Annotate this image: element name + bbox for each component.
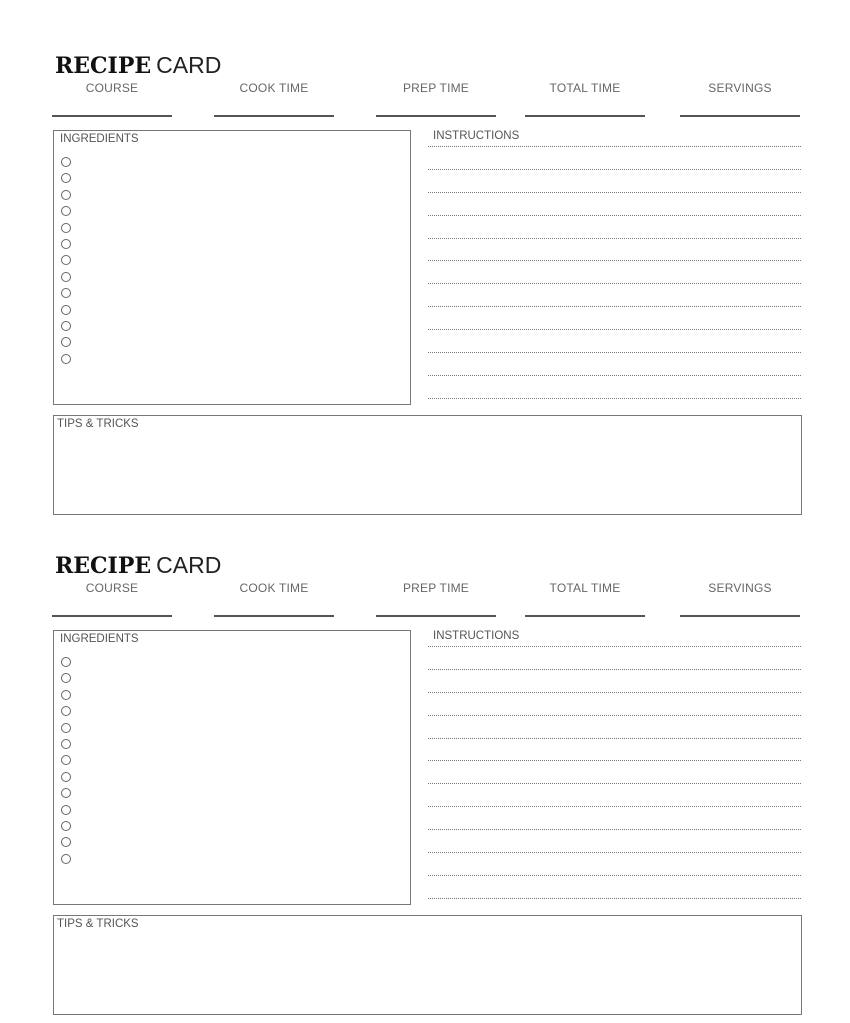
- ingredient-checkbox[interactable]: [61, 288, 71, 298]
- ingredient-checkbox[interactable]: [61, 190, 71, 200]
- tips-box[interactable]: [53, 915, 802, 1015]
- ingredient-checkbox[interactable]: [61, 821, 71, 831]
- servings-label: SERVINGS: [708, 81, 772, 95]
- instruction-line[interactable]: [428, 830, 801, 853]
- ingredient-checkbox[interactable]: [61, 723, 71, 733]
- recipe-card-1: [0, 0, 850, 500]
- total-time-label: TOTAL TIME: [549, 581, 621, 595]
- ingredient-checkbox[interactable]: [61, 706, 71, 716]
- course-label: COURSE: [85, 581, 139, 595]
- ingredient-checkbox[interactable]: [61, 657, 71, 667]
- card-title: [55, 50, 221, 80]
- instruction-line[interactable]: [428, 307, 801, 330]
- instruction-line[interactable]: [428, 876, 801, 899]
- instruction-line[interactable]: [428, 376, 801, 399]
- card-title-light: CARD: [156, 52, 222, 78]
- instructions-label: INSTRUCTIONS: [433, 630, 520, 642]
- instruction-line[interactable]: [428, 784, 801, 807]
- ingredient-checkbox[interactable]: [61, 354, 71, 364]
- ingredient-checkbox[interactable]: [61, 673, 71, 683]
- recipe-card-2: [0, 500, 850, 1000]
- instruction-line[interactable]: [428, 239, 801, 262]
- instruction-line[interactable]: [428, 216, 801, 239]
- instructions-lines: [428, 646, 801, 899]
- ingredient-checkbox[interactable]: [61, 805, 71, 815]
- card-title-bold: RECIPE: [55, 553, 152, 579]
- ingredient-checkbox[interactable]: [61, 854, 71, 864]
- cook-time-label: COOK TIME: [239, 581, 309, 595]
- instruction-line[interactable]: [428, 353, 801, 376]
- servings-field[interactable]: [680, 81, 800, 117]
- instructions-lines: [428, 146, 801, 399]
- card-title: [55, 550, 221, 580]
- instructions-label: INSTRUCTIONS: [433, 130, 520, 142]
- total-time-field[interactable]: [525, 81, 645, 117]
- ingredients-label: INGREDIENTS: [60, 133, 139, 145]
- instruction-line[interactable]: [428, 853, 801, 876]
- cook-time-field[interactable]: [214, 81, 334, 117]
- ingredient-checkbox[interactable]: [61, 837, 71, 847]
- ingredient-checkbox[interactable]: [61, 157, 71, 167]
- ingredient-checkbox[interactable]: [61, 223, 71, 233]
- instruction-line[interactable]: [428, 761, 801, 784]
- course-field[interactable]: [52, 581, 172, 617]
- ingredient-checkbox[interactable]: [61, 788, 71, 798]
- instruction-line[interactable]: [428, 193, 801, 216]
- servings-field[interactable]: [680, 581, 800, 617]
- total-time-label: TOTAL TIME: [549, 81, 621, 95]
- instruction-line[interactable]: [428, 647, 801, 670]
- ingredient-checkbox[interactable]: [61, 321, 71, 331]
- ingredient-checkbox[interactable]: [61, 690, 71, 700]
- ingredient-checkbox[interactable]: [61, 739, 71, 749]
- course-field[interactable]: [52, 81, 172, 117]
- card-title-bold: RECIPE: [55, 53, 152, 79]
- servings-label: SERVINGS: [708, 581, 772, 595]
- ingredient-checkbox[interactable]: [61, 337, 71, 347]
- course-label: COURSE: [85, 81, 139, 95]
- ingredient-checkbox[interactable]: [61, 772, 71, 782]
- ingredient-checkbox[interactable]: [61, 272, 71, 282]
- ingredient-checkbox[interactable]: [61, 305, 71, 315]
- prep-time-field[interactable]: [376, 81, 496, 117]
- ingredients-label: INGREDIENTS: [60, 633, 139, 645]
- ingredients-box: [53, 130, 411, 405]
- total-time-field[interactable]: [525, 581, 645, 617]
- instruction-line[interactable]: [428, 170, 801, 193]
- cook-time-label: COOK TIME: [239, 81, 309, 95]
- instruction-line[interactable]: [428, 147, 801, 170]
- instruction-line[interactable]: [428, 261, 801, 284]
- prep-time-label: PREP TIME: [402, 81, 470, 95]
- tips-label: TIPS & TRICKS: [57, 918, 139, 930]
- ingredient-checkbox[interactable]: [61, 239, 71, 249]
- ingredients-checklist: [61, 157, 71, 370]
- instruction-line[interactable]: [428, 807, 801, 830]
- prep-time-field[interactable]: [376, 581, 496, 617]
- prep-time-label: PREP TIME: [402, 581, 470, 595]
- instruction-line[interactable]: [428, 693, 801, 716]
- ingredient-checkbox[interactable]: [61, 206, 71, 216]
- ingredients-box: [53, 630, 411, 905]
- instruction-line[interactable]: [428, 330, 801, 353]
- tips-label: TIPS & TRICKS: [57, 418, 139, 430]
- instruction-line[interactable]: [428, 739, 801, 762]
- cook-time-field[interactable]: [214, 581, 334, 617]
- instruction-line[interactable]: [428, 670, 801, 693]
- ingredient-checkbox[interactable]: [61, 173, 71, 183]
- ingredient-checkbox[interactable]: [61, 755, 71, 765]
- card-title-light: CARD: [156, 552, 222, 578]
- ingredients-checklist: [61, 657, 71, 870]
- instruction-line[interactable]: [428, 284, 801, 307]
- instruction-line[interactable]: [428, 716, 801, 739]
- ingredient-checkbox[interactable]: [61, 255, 71, 265]
